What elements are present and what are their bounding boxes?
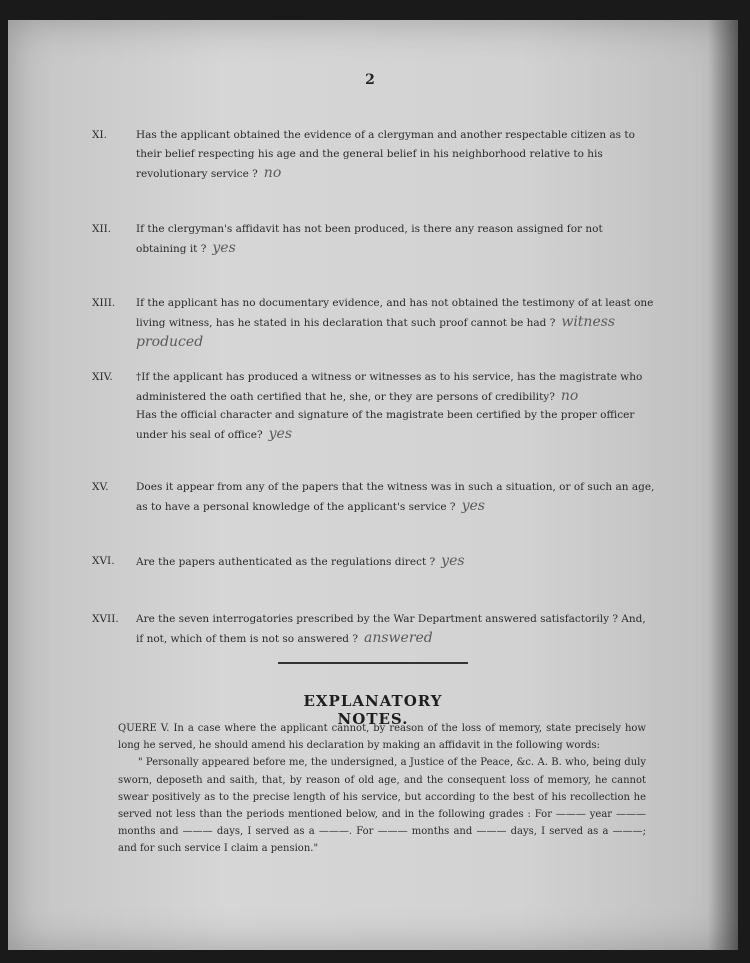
question-xiv-b xyxy=(96,406,656,445)
handwritten-answer: yes xyxy=(212,240,236,256)
handwritten-answer: yes xyxy=(461,498,485,514)
handwritten-answer: answered xyxy=(364,630,433,646)
explanatory-note xyxy=(118,720,646,858)
notes-title: EXPLANATORY NOTES. xyxy=(303,692,443,728)
handwritten-answer: witness produced xyxy=(136,314,616,350)
question-xiv xyxy=(92,368,656,407)
question-text: Are the seven interrogatories prescribed by the War Department answered satisfactorily ? And, if not, which of them is not so answered ? xyxy=(136,613,646,645)
question-xiii xyxy=(92,294,656,353)
question-text: Are the papers authenticated as the regulations direct ? xyxy=(136,556,436,568)
question-text: †If the applicant has produced a witness or witnesses as to his service, has the magistrate who administered the oath certified that he, she, or they are persons of credibility? xyxy=(136,371,643,403)
question-number: XVII. xyxy=(92,613,119,625)
page-edge-shadow xyxy=(708,20,738,950)
question-text: If the clergyman's affidavit has not been produced, is there any reason assigned for not obtaining it ? xyxy=(136,223,603,255)
question-number: XIII. xyxy=(92,297,116,309)
question-xvi xyxy=(92,552,656,572)
question-text: Has the applicant obtained the evidence of a clergyman and another respectable citizen as to their belief respecting his age and the general belief in his neighborhood relative to his revolutionary service ? xyxy=(136,129,635,180)
note-lead: QUERE V. xyxy=(118,723,170,734)
note-para-1: In a case where the applicant cannot, by reason of the loss of memory, state precisely how long he served, he should amend his declaration by making an affidavit in the following words: xyxy=(118,723,646,752)
question-xii xyxy=(92,220,656,259)
question-number: XIV. xyxy=(92,371,113,383)
page-number: 2 xyxy=(365,72,375,88)
question-xv xyxy=(92,478,656,517)
question-number: XVI. xyxy=(92,555,115,567)
handwritten-answer: no xyxy=(560,388,579,404)
question-text: Does it appear from any of the papers that the witness was in such a situation, or of such an age, as to have a personal knowledge of the applicant's service ? xyxy=(136,481,655,513)
handwritten-answer: yes xyxy=(441,553,465,569)
question-number: XV. xyxy=(92,481,109,493)
handwritten-answer: yes xyxy=(268,426,293,442)
question-number: XII. xyxy=(92,223,112,235)
question-xvii xyxy=(92,610,656,649)
note-para-2: " Personally appeared before me, the undersigned, a Justice of the Peace, &c. A. B. who, being duly sworn, deposeth and saith, that, by reason of old age, and the consequent loss of memory, he cannot swear positively as to the precise length of his service, but according to the best of his recollection he served not less than the periods mentioned below, and in the following grades : For ——— year ——— months and ——— days, I served as a ———. For ——— months and ——— days, I served as a ———; and for such service I claim a pension." xyxy=(118,757,646,855)
question-text: Has the official character and signature of the magistrate been certified by the proper officer under his seal of office? xyxy=(136,409,635,441)
question-text: If the applicant has no documentary evidence, and has not obtained the testimony of at least one living witness, has he stated in his declaration that such proof cannot be had ? xyxy=(136,297,654,329)
handwritten-answer: no xyxy=(263,165,282,181)
question-number: XI. xyxy=(92,129,107,141)
section-divider xyxy=(278,662,468,664)
question-xi xyxy=(92,126,656,184)
